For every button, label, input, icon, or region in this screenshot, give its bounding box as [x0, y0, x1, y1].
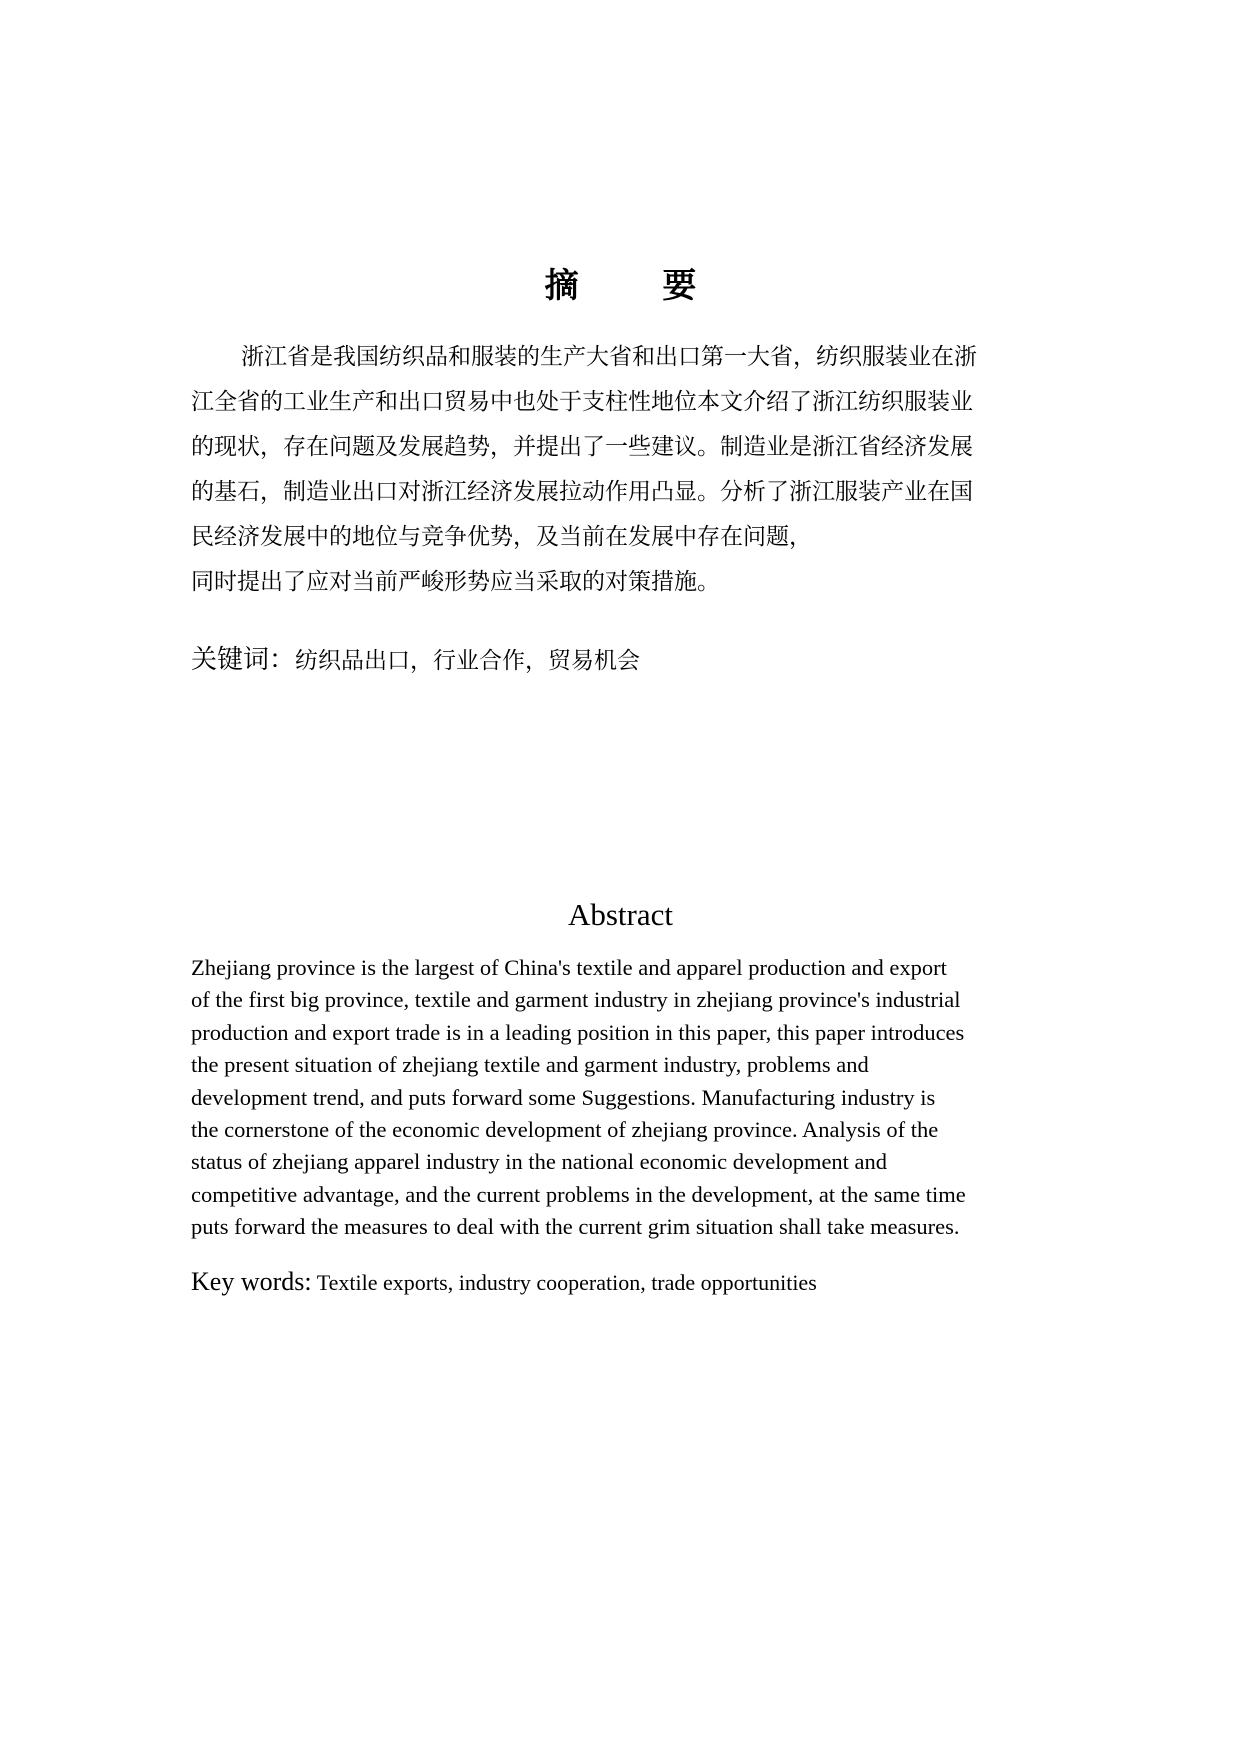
chinese-abstract-title: 摘 要 [544, 266, 733, 306]
english-abstract-line: status of zhejiang apparel industry in the national economic development and [191, 1149, 888, 1175]
chinese-keywords [191, 640, 1051, 681]
english-abstract-line: of the first big province, textile and garment industry in zhejiang province's industrial [191, 987, 961, 1013]
chinese-abstract-line: 民经济发展中的地位与竞争优势，及当前在发展中存在问题， [191, 524, 812, 550]
chinese-abstract-line: 浙江省是我国纺织品和服装的生产大省和出口第一大省，纺织服装业在浙 [241, 344, 977, 370]
chinese-abstract-line: 江全省的工业生产和出口贸易中也处于支柱性地位本文介绍了浙江纺织服装业 [191, 389, 973, 415]
english-abstract-line: the present situation of zhejiang textile and garment industry, problems and [191, 1052, 869, 1078]
english-keywords-text: Textile exports, industry cooperation, trade opportunities [316, 1270, 817, 1295]
chinese-abstract-body [191, 335, 1051, 605]
english-abstract-line: Zhejiang province is the largest of China's textile and apparel production and export [191, 955, 947, 980]
english-abstract-line: the cornerstone of the economic development of zhejiang province. Analysis of the [191, 1117, 939, 1143]
chinese-abstract-line: 的基石，制造业出口对浙江经济发展拉动作用凸显。分析了浙江服装产业在国 [191, 479, 973, 505]
english-keywords-label: Key words: [191, 1267, 312, 1296]
english-abstract-title: Abstract [567, 897, 674, 932]
english-abstract-line: puts forward the measures to deal with the current grim situation shall take measures. [191, 1214, 960, 1240]
chinese-keywords-label: 关键词： [191, 645, 296, 675]
english-abstract-line: production and export trade is in a leading position in this paper, this paper introduces [191, 1019, 965, 1045]
chinese-keywords-text: 纺织品出口，行业合作，贸易机会 [295, 648, 641, 674]
chinese-abstract-line: 同时提出了应对当前严峻形势应当采取的对策措施。 [191, 569, 720, 595]
chinese-abstract-line: 的现状，存在问题及发展趋势，并提出了一些建议。制造业是浙江省经济发展 [191, 434, 973, 460]
english-keywords [191, 1265, 1061, 1300]
english-abstract-line: competitive advantage, and the current problems in the development, at the same time [191, 1181, 966, 1207]
english-abstract-line: development trend, and puts forward some Suggestions. Manufacturing industry is [191, 1084, 936, 1110]
english-abstract-body [191, 952, 1061, 1244]
